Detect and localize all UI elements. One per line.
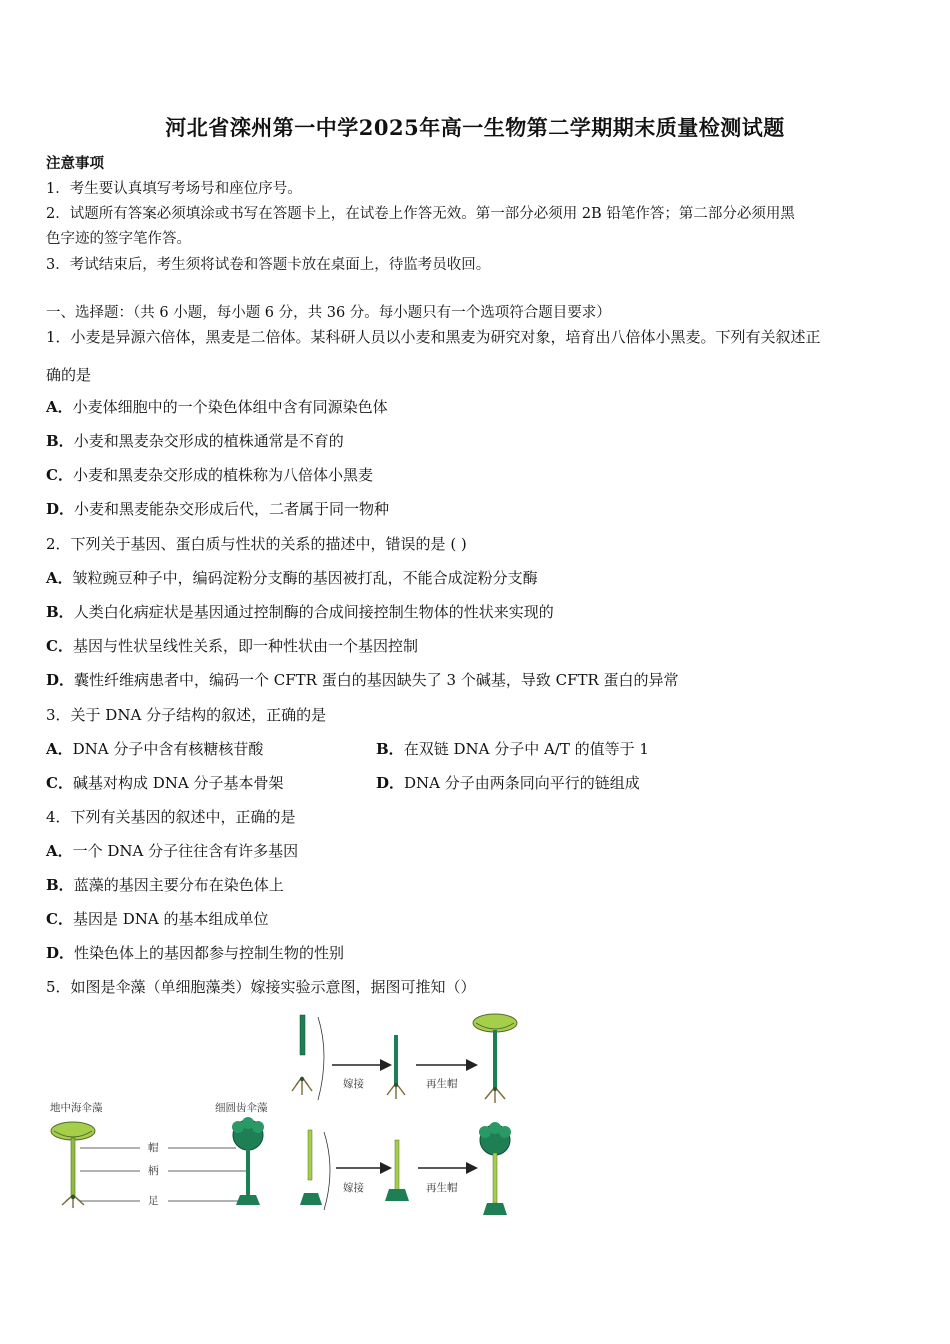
option-text: 碱基对构成 DNA 分子基本骨架 bbox=[72, 774, 284, 792]
question-1-option-c bbox=[46, 464, 373, 485]
question-2-stem: 2．下列关于基因、蛋白质与性状的关系的描述中，错误的是 ( ) bbox=[46, 535, 467, 553]
grafting-diagram bbox=[40, 1005, 540, 1230]
option-label: B． bbox=[46, 432, 74, 450]
notice-item-2: 2．试题所有答案必须填涂或书写在答题卡上，在试卷上作答无效。第一部分必须用 2B 铅笔作答；第二部分必须用黑 bbox=[46, 206, 795, 222]
option-label: A． bbox=[46, 569, 73, 587]
step-label-regen-bottom: 再生帽 bbox=[426, 1182, 458, 1194]
option-text: 皱粒豌豆种子中，编码淀粉分支酶的基因被打乱，不能合成淀粉分支酶 bbox=[72, 569, 538, 587]
part-label-stalk: 柄 bbox=[148, 1165, 159, 1177]
question-3-stem: 3．关于 DNA 分子结构的叙述，正确的是 bbox=[46, 706, 327, 724]
species-label-mediterranean: 地中海伞藻 bbox=[50, 1102, 103, 1114]
question-3-option-b bbox=[376, 738, 649, 759]
option-text: 小麦和黑麦杂交形成的植株称为八倍体小黑麦 bbox=[72, 466, 373, 484]
notice-item-3: 3．考试结束后，考生须将试卷和答题卡放在桌面上，待监考员收回。 bbox=[46, 257, 491, 273]
option-label: C． bbox=[46, 910, 73, 928]
page-title: 河北省滦州第一中学2025年高一生物第二学期期末质量检测试题 bbox=[165, 115, 785, 140]
bottom-row-experiment bbox=[300, 1122, 511, 1215]
part-label-cap: 帽 bbox=[148, 1142, 159, 1154]
option-label: C． bbox=[46, 637, 73, 655]
question-3-option-a bbox=[46, 738, 263, 759]
mediterranean-alga-illustration bbox=[51, 1122, 95, 1208]
option-text: 基因是 DNA 的基本组成单位 bbox=[72, 910, 269, 928]
option-label: C． bbox=[46, 774, 73, 792]
option-text: 小麦和黑麦能杂交形成后代，二者属于同一物种 bbox=[74, 500, 390, 518]
section-heading: 一、选择题：（共 6 小题，每小题 6 分，共 36 分。每小题只有一个选项符合题目要求） bbox=[46, 305, 611, 321]
question-1-stem-cont: 确的是 bbox=[46, 366, 92, 384]
option-label: C． bbox=[46, 466, 73, 484]
option-text: 性染色体上的基因都参与控制生物的性别 bbox=[74, 944, 345, 962]
question-3-option-d bbox=[376, 772, 640, 793]
question-1-option-a bbox=[46, 396, 388, 417]
notice-item-1: 1．考生要认真填写考场号和座位序号。 bbox=[46, 181, 302, 197]
option-text: 蓝藻的基因主要分布在染色体上 bbox=[73, 876, 284, 894]
option-label: D． bbox=[46, 944, 75, 962]
step-label-graft-bottom: 嫁接 bbox=[343, 1182, 364, 1194]
question-2-option-d bbox=[46, 669, 679, 690]
question-2-option-c bbox=[46, 635, 418, 656]
part-label-foot: 足 bbox=[148, 1195, 159, 1207]
question-5-stem: 5．如图是伞藻（单细胞藻类）嫁接实验示意图，据图可推知（） bbox=[46, 978, 476, 996]
crenulated-alga-illustration bbox=[232, 1117, 264, 1205]
top-row-experiment bbox=[292, 1014, 517, 1103]
option-label: B． bbox=[46, 603, 74, 621]
option-text: 基因与性状呈线性关系，即一种性状由一个基因控制 bbox=[72, 637, 418, 655]
question-1-stem: 1．小麦是异源六倍体，黑麦是二倍体。某科研人员以小麦和黑麦为研究对象，培育出八倍体小黑麦。下列有关叙述正 bbox=[46, 328, 821, 346]
option-label: A． bbox=[46, 842, 73, 860]
step-label-graft-top: 嫁接 bbox=[343, 1078, 364, 1090]
option-label: D． bbox=[376, 774, 405, 792]
option-label: B． bbox=[376, 740, 404, 758]
option-label: B． bbox=[46, 876, 74, 894]
notice-heading: 注意事项 bbox=[46, 155, 104, 172]
notice-item-2-cont: 色字迹的签字笔作答。 bbox=[46, 231, 191, 247]
question-2-option-b bbox=[46, 601, 554, 622]
step-label-regen-top: 再生帽 bbox=[426, 1078, 458, 1090]
option-label: A． bbox=[46, 398, 73, 416]
option-label: D． bbox=[46, 500, 75, 518]
option-text: 小麦和黑麦杂交形成的植株通常是不育的 bbox=[73, 432, 344, 450]
option-text: 一个 DNA 分子往往含有许多基因 bbox=[72, 842, 299, 860]
question-1-option-b bbox=[46, 430, 344, 451]
question-1-option-d bbox=[46, 498, 389, 519]
question-4-option-c bbox=[46, 908, 268, 929]
option-label: D． bbox=[46, 671, 75, 689]
option-text: 在双链 DNA 分子中 A/T 的值等于 1 bbox=[403, 740, 649, 758]
question-2-option-a bbox=[46, 567, 538, 588]
option-text: 小麦体细胞中的一个染色体组中含有同源染色体 bbox=[72, 398, 388, 416]
question-4-option-b bbox=[46, 874, 284, 895]
option-label: A． bbox=[46, 740, 73, 758]
question-4-option-a bbox=[46, 840, 298, 861]
question-3-option-c bbox=[46, 772, 283, 793]
question-4-option-d bbox=[46, 942, 344, 963]
option-text: DNA 分子中含有核糖核苷酸 bbox=[72, 740, 264, 758]
question-4-stem: 4．下列有关基因的叙述中，正确的是 bbox=[46, 808, 296, 826]
option-text: DNA 分子由两条同向平行的链组成 bbox=[404, 774, 640, 792]
species-label-crenulated: 细圆齿伞藻 bbox=[215, 1102, 268, 1114]
option-text: 人类白化病症状是基因通过控制酶的合成间接控制生物体的性状来实现的 bbox=[73, 603, 554, 621]
option-text: 囊性纤维病患者中，编码一个 CFTR 蛋白的基因缺失了 3 个碱基，导致 CFTR 蛋白的异常 bbox=[74, 671, 679, 689]
